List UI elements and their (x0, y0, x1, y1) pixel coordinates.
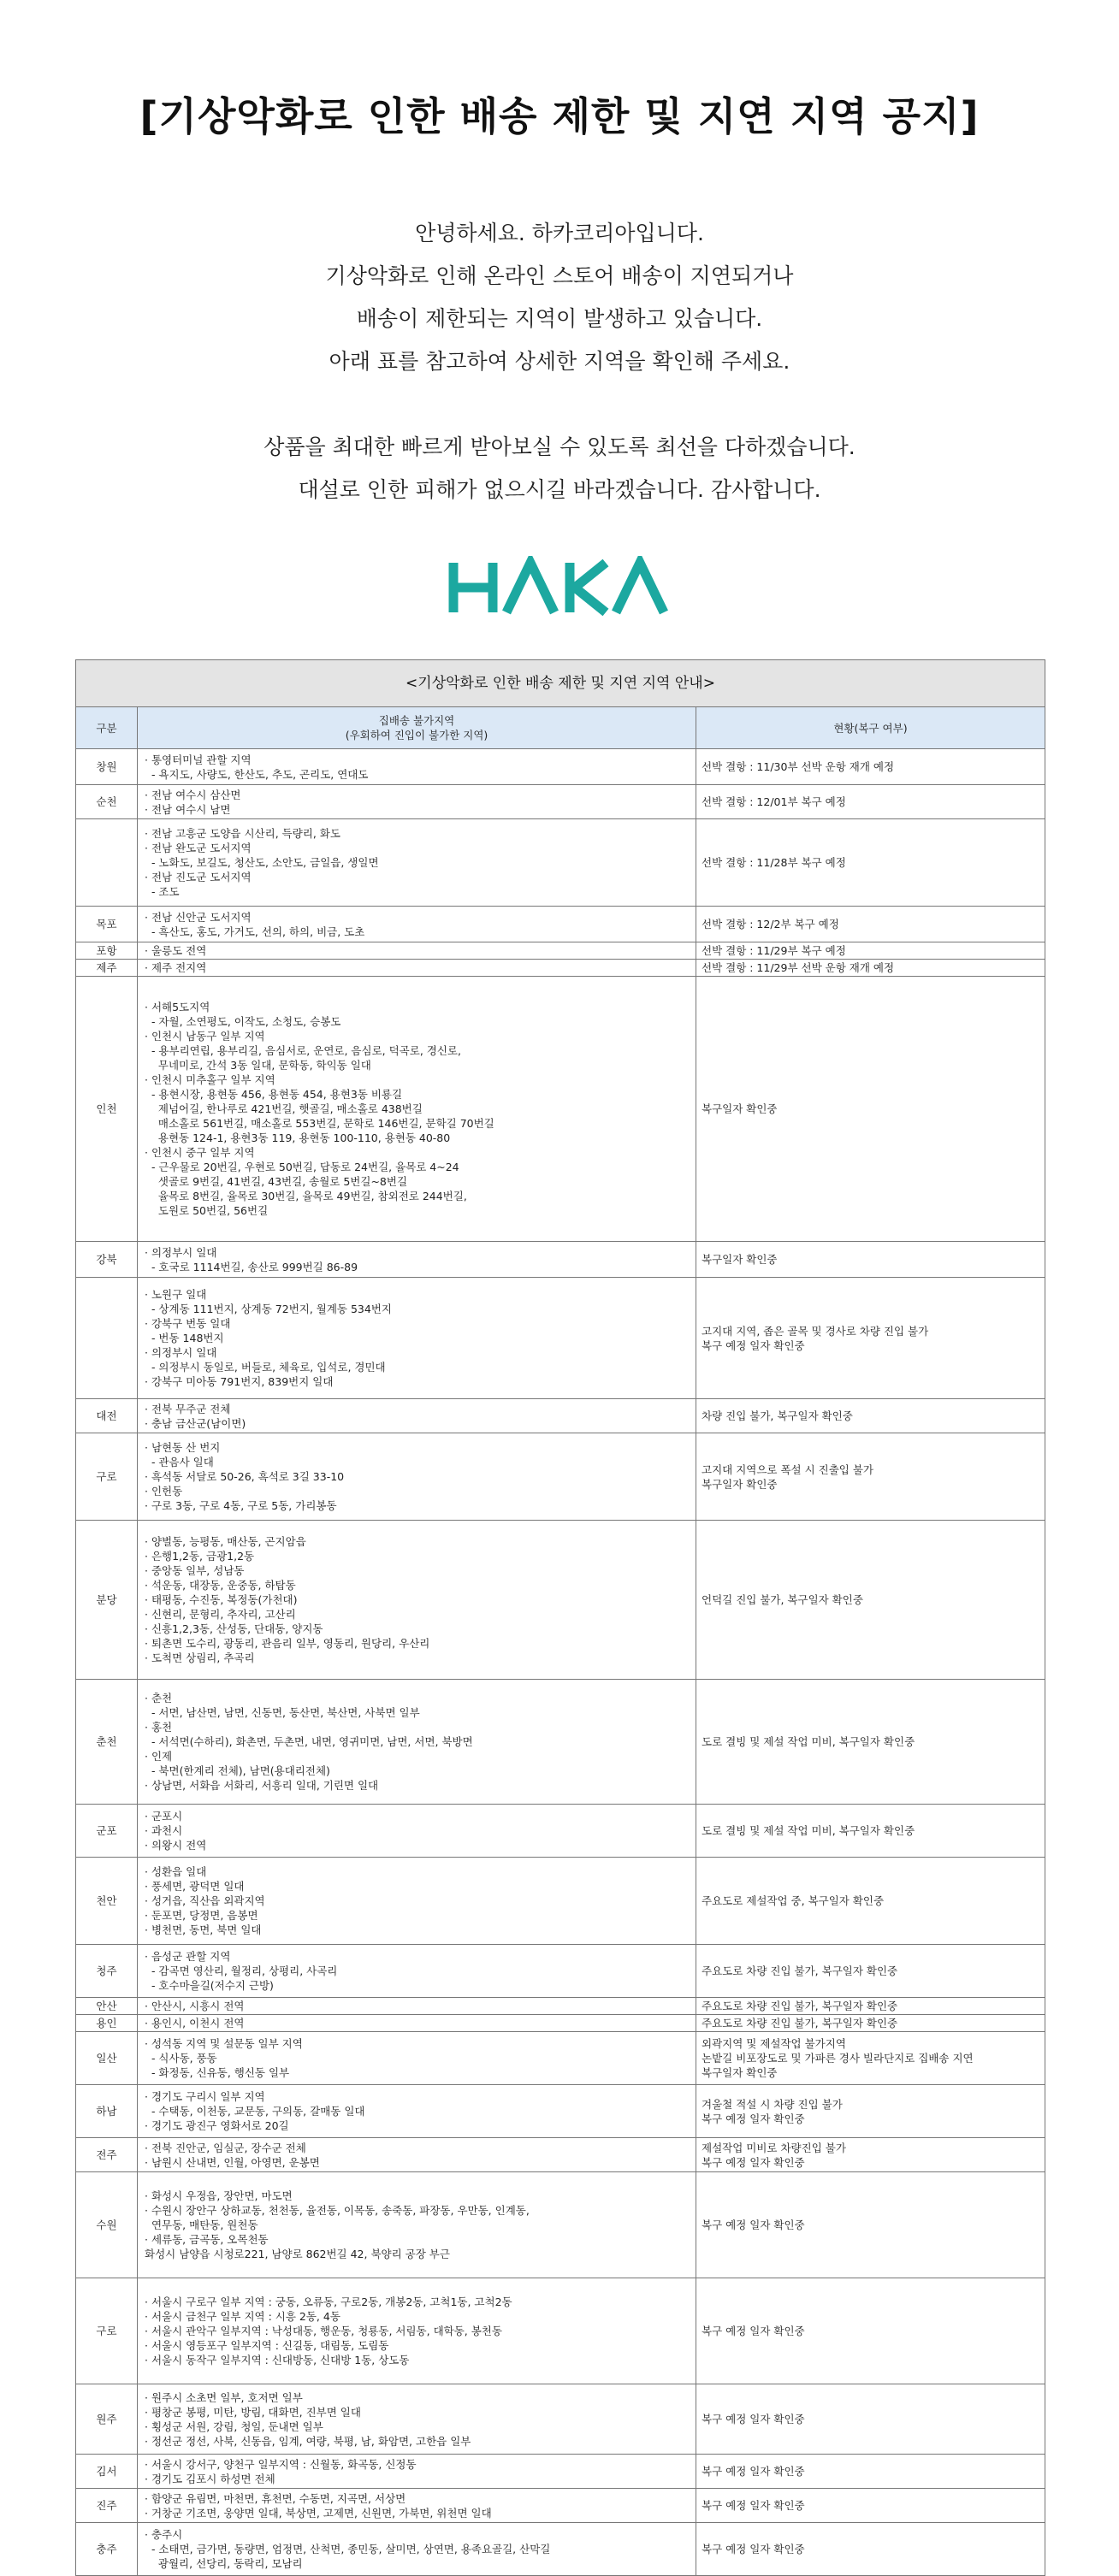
areas-cell (138, 942, 696, 960)
region-cell: 제주 (76, 960, 138, 977)
column-header-status: 현황(복구 여부) (696, 707, 1045, 749)
table-body (76, 749, 1045, 2576)
area-line: · 경기도 김포시 하성면 전체 (145, 2472, 275, 2485)
table-row (76, 977, 1045, 1242)
status-line: 복구 예정 일자 확인중 (702, 2112, 805, 2125)
area-line: · 은행1,2동, 금광1,2동 (145, 1550, 255, 1563)
areas-cell (138, 2489, 696, 2523)
table-row (76, 2455, 1045, 2489)
status-line: 선박 결항 : 11/28부 복구 예정 (702, 856, 846, 869)
areas-cell (138, 960, 696, 977)
area-line: · 홍천 (145, 1721, 173, 1734)
table-row (76, 1680, 1045, 1805)
area-line: · 전남 여수시 남면 (145, 802, 231, 816)
area-line: · 세류동, 금곡동, 오목천동 (145, 2233, 269, 2246)
areas-cell (138, 1805, 696, 1858)
area-line: · 구로 3동, 구로 4동, 구로 5동, 가리봉동 (145, 1499, 337, 1512)
area-line: · 경기도 광진구 영화서로 20길 (145, 2119, 289, 2132)
area-line: - 관음사 일대 (145, 1456, 214, 1468)
table-row (76, 1278, 1045, 1399)
status-line: 복구 예정 일자 확인중 (702, 2499, 805, 2512)
table-row (76, 2278, 1045, 2384)
area-line: · 풍세면, 광덕면 일대 (145, 1880, 245, 1893)
area-line: - 소태면, 금가면, 동량면, 엄정면, 산척면, 종민동, 살미면, 상연면, 용족요골길, 산막길 (145, 2543, 551, 2555)
table-row (76, 2384, 1045, 2455)
region-cell: 진주 (76, 2489, 138, 2523)
area-line: 용현동 124-1, 용현3동 119, 용현동 100-110, 용현동 40-80 (145, 1131, 451, 1144)
table-row (76, 1399, 1045, 1433)
area-line: · 인천시 중구 일부 지역 (145, 1146, 255, 1159)
area-line: 샛골로 9번길, 41번길, 43번길, 송월로 5번길~8번길 (145, 1175, 408, 1188)
status-line: 복구일자 확인중 (702, 1477, 778, 1491)
areas-cell (138, 819, 696, 907)
table-row (76, 1998, 1045, 2015)
region-cell: 천안 (76, 1858, 138, 1945)
area-line: - 서면, 남산면, 남면, 신동면, 동산면, 북산면, 사북면 일부 (145, 1706, 420, 1719)
status-cell (696, 2523, 1045, 2576)
area-line: · 강북구 번동 일대 (145, 1317, 231, 1330)
area-line: · 제주 전지역 (145, 961, 207, 974)
intro-line: 상품을 최대한 빠르게 받아보실 수 있도록 최선을 다하겠습니다. (263, 434, 856, 459)
table-row (76, 960, 1045, 977)
status-line: 복구일자 확인중 (702, 1253, 778, 1266)
areas-cell (138, 1945, 696, 1998)
status-cell (696, 960, 1045, 977)
area-line: · 노원구 일대 (145, 1288, 207, 1301)
status-line: 주요도로 차량 진입 불가, 복구일자 확인중 (702, 2000, 898, 2012)
status-cell (696, 1278, 1045, 1399)
status-line: 주요도로 차량 진입 불가, 복구일자 확인중 (702, 1964, 898, 1977)
region-cell: 포항 (76, 942, 138, 960)
area-line: - 자월, 소연평도, 이작도, 소청도, 승봉도 (145, 1015, 341, 1028)
region-cell: 목포 (76, 907, 138, 942)
status-cell (696, 1242, 1045, 1278)
area-line: · 전남 여수시 삼산면 (145, 788, 241, 801)
table-row (76, 2172, 1045, 2278)
area-line: · 음성군 관할 지역 (145, 1950, 231, 1963)
region-cell: 구로 (76, 1433, 138, 1521)
table-row (76, 785, 1045, 819)
region-cell: 강북 (76, 1242, 138, 1278)
region-cell: 청주 (76, 1945, 138, 1998)
status-cell (696, 1858, 1045, 1945)
area-line: · 화성시 우정읍, 장안면, 마도면 (145, 2189, 293, 2202)
areas-cell (138, 907, 696, 942)
status-line: 논밭길 비포장도로 및 가파른 경사 빌라단지로 집배송 지연 (702, 2052, 974, 2065)
area-line: - 북면(한계리 전체), 남면(용대리전체) (145, 1764, 330, 1777)
area-line: - 상계동 111번지, 상계동 72번지, 월계동 534번지 (145, 1303, 392, 1315)
areas-cell (138, 1433, 696, 1521)
area-line: - 서석면(수하리), 화촌면, 두촌면, 내면, 영귀미면, 남면, 서면, 북방면 (145, 1735, 473, 1748)
area-line: · 성환읍 일대 (145, 1865, 207, 1878)
status-cell (696, 819, 1045, 907)
region-cell: 안산 (76, 1998, 138, 2015)
status-line: 주요도로 제설작업 중, 복구일자 확인중 (702, 1894, 885, 1907)
status-line: 복구 예정 일자 확인중 (702, 2543, 805, 2555)
status-line: 겨울철 적설 시 차량 진입 불가 (702, 2097, 843, 2111)
status-cell (696, 1998, 1045, 2015)
area-line: · 전북 진안군, 임실군, 장수군 전체 (145, 2141, 306, 2154)
status-cell (696, 1399, 1045, 1433)
intro-line: 기상악화로 인해 온라인 스토어 배송이 지연되거나 (325, 263, 794, 288)
status-cell (696, 785, 1045, 819)
area-line: · 서울시 관악구 일부지역 : 낙성대동, 행운동, 청룡동, 서림동, 대학동, 봉천동 (145, 2325, 502, 2337)
status-cell (696, 2278, 1045, 2384)
table-row (76, 1945, 1045, 1998)
area-line: · 서울시 영등포구 일부지역 : 신길동, 대림동, 도림동 (145, 2339, 389, 2352)
area-line: 광월리, 선당리, 동락리, 모남리 (145, 2557, 303, 2570)
areas-cell (138, 977, 696, 1242)
status-line: 고지대 지역, 좁은 골목 및 경사로 차량 진입 불가 (702, 1324, 929, 1338)
area-line: · 퇴촌면 도수리, 광동리, 관음리 일부, 영동리, 원당리, 우산리 (145, 1637, 430, 1650)
area-line: · 둔포면, 당정면, 음봉면 (145, 1909, 258, 1922)
area-line: · 충주시 (145, 2528, 183, 2541)
status-cell (696, 1433, 1045, 1521)
region-cell: 군포 (76, 1805, 138, 1858)
table-row (76, 749, 1045, 785)
area-line: - 용현시장, 용현동 456, 용현동 454, 용현3동 비룡길 (145, 1088, 403, 1101)
area-line: · 통영터미널 관할 지역 (145, 753, 252, 766)
area-line: · 남현동 산 번지 (145, 1441, 221, 1454)
area-line: · 중앙동 일부, 성남동 (145, 1564, 245, 1577)
areas-cell (138, 785, 696, 819)
table-row (76, 1242, 1045, 1278)
column-header-region: 구분 (76, 707, 138, 749)
delivery-restriction-table (75, 659, 1045, 2576)
area-line: - 근우물로 20번길, 우현로 50번길, 답동로 24번길, 율목로 4~24 (145, 1161, 459, 1173)
region-cell: 전주 (76, 2138, 138, 2172)
region-cell: 용인 (76, 2015, 138, 2032)
area-line: · 도척면 상림리, 추곡리 (145, 1651, 255, 1664)
area-line: · 인제 (145, 1750, 173, 1763)
table-row (76, 2489, 1045, 2523)
table-row (76, 2085, 1045, 2138)
region-cell (76, 1278, 138, 1399)
area-line: · 거창군 기조면, 웅양면 일대, 북상면, 고제면, 신원면, 가북면, 위천면 일대 (145, 2506, 492, 2520)
area-line: - 조도 (145, 885, 180, 898)
area-line: - 수택동, 이천동, 교문동, 구의동, 갈매동 일대 (145, 2105, 365, 2118)
region-cell: 대전 (76, 1399, 138, 1433)
intro-line: 대설로 인한 피해가 없으시길 바라겠습니다. 감사합니다. (298, 477, 821, 502)
region-cell: 구로 (76, 2278, 138, 2384)
haka-logo (448, 556, 671, 617)
area-line: - 노화도, 보길도, 청산도, 소안도, 금일읍, 생일면 (145, 856, 379, 869)
area-line: - 식사동, 풍동 (145, 2052, 217, 2065)
area-line: - 번동 148번지 (145, 1332, 224, 1344)
areas-cell (138, 2172, 696, 2278)
table-row (76, 2032, 1045, 2085)
area-line: 도원로 50번길, 56번길 (145, 1204, 269, 1217)
area-line: · 수원시 장안구 상하교동, 천천동, 율전동, 이목동, 송죽동, 파장동, 우만동, 인계동, (145, 2204, 530, 2217)
area-line: · 횡성군 서원, 강림, 청일, 둔내면 일부 (145, 2419, 323, 2433)
status-line: 외곽지역 및 제설작업 불가지역 (702, 2037, 846, 2050)
area-line: · 신현리, 문형리, 추자리, 고산리 (145, 1608, 296, 1621)
region-cell: 인천 (76, 977, 138, 1242)
status-line: 복구 예정 일자 확인중 (702, 1338, 805, 1352)
region-cell: 원주 (76, 2384, 138, 2455)
status-line: 복구일자 확인중 (702, 2066, 778, 2079)
status-line: 복구 예정 일자 확인중 (702, 2413, 805, 2425)
area-line: · 석운동, 대장동, 운중동, 하탑동 (145, 1579, 296, 1592)
area-line: · 인헌동 (145, 1485, 183, 1498)
status-line: 언덕길 진입 불가, 복구일자 확인중 (702, 1593, 863, 1606)
area-line: · 의왕시 전역 (145, 1839, 207, 1852)
status-cell (696, 977, 1045, 1242)
area-line: · 의정부시 일대 (145, 1245, 217, 1259)
area-line: · 전남 진도군 도서지역 (145, 871, 252, 883)
area-line: · 정선군 정선, 사북, 신동읍, 임계, 여량, 북평, 남, 화암면, 고한읍 일부 (145, 2434, 471, 2448)
area-line: - 욕지도, 사량도, 한산도, 추도, 곤리도, 연대도 (145, 767, 369, 781)
areas-cell (138, 2032, 696, 2085)
area-line: · 안산시, 시흥시 전역 (145, 2000, 245, 2012)
column-header-areas (138, 707, 696, 749)
status-line: 선박 결항 : 12/2부 복구 예정 (702, 918, 839, 931)
area-line: · 용인시, 이천시 전역 (145, 2017, 245, 2029)
intro-line: 배송이 제한되는 지역이 발생하고 있습니다. (356, 306, 763, 331)
status-line: 주요도로 차량 진입 불가, 복구일자 확인중 (702, 2017, 898, 2029)
status-line: 복구 예정 일자 확인중 (702, 2465, 805, 2478)
region-cell: 수원 (76, 2172, 138, 2278)
intro-text (0, 212, 1119, 511)
table-caption: <기상악화로 인한 배송 제한 및 지연 지역 안내> (76, 660, 1045, 707)
region-cell: 창원 (76, 749, 138, 785)
table-row (76, 2015, 1045, 2032)
area-line: · 서울시 구로구 일부 지역 : 궁동, 오류동, 구로2동, 개봉2동, 고척1동, 고척2동 (145, 2295, 512, 2308)
column-header-areas-title: 집배송 불가지역 (378, 714, 455, 727)
areas-cell (138, 2138, 696, 2172)
areas-cell (138, 2384, 696, 2455)
status-cell (696, 2138, 1045, 2172)
region-cell: 하남 (76, 2085, 138, 2138)
area-line: - 의정부시 동일로, 버들로, 체육로, 입석로, 경민대 (145, 1361, 386, 1374)
status-line: 차량 진입 불가, 복구일자 확인중 (702, 1409, 853, 1422)
region-cell: 충주 (76, 2523, 138, 2576)
area-line: · 군포시 (145, 1810, 183, 1823)
area-line: · 전북 무주군 전체 (145, 1402, 231, 1415)
status-cell (696, 2085, 1045, 2138)
area-line: - 용부리연립, 용부리길, 음심서로, 운연로, 음심로, 덕곡로, 경신로, (145, 1044, 461, 1057)
table-row (76, 819, 1045, 907)
status-cell (696, 749, 1045, 785)
area-line: · 울릉도 전역 (145, 944, 207, 957)
areas-cell (138, 1242, 696, 1278)
area-line: · 전남 완도군 도서지역 (145, 842, 252, 854)
areas-cell (138, 1998, 696, 2015)
status-cell (696, 2015, 1045, 2032)
area-line: · 과천시 (145, 1824, 183, 1837)
column-header-areas-subtitle: (우회하여 진입이 불가한 지역) (345, 729, 488, 741)
areas-cell (138, 2015, 696, 2032)
intro-line: 아래 표를 참고하여 상세한 지역을 확인해 주세요. (329, 349, 790, 374)
status-line: 고지대 지역으로 폭설 시 진출입 불가 (702, 1462, 873, 1476)
area-line: · 서해5도지역 (145, 1001, 210, 1013)
areas-cell (138, 2278, 696, 2384)
region-cell: 김서 (76, 2455, 138, 2489)
area-line: · 남원시 산내면, 인월, 아영면, 운봉면 (145, 2155, 320, 2169)
area-line: · 춘천 (145, 1692, 173, 1705)
status-line: 복구 예정 일자 확인중 (702, 2325, 805, 2337)
area-line: · 성거읍, 직산읍 외곽지역 (145, 1894, 265, 1907)
status-line: 선박 결항 : 11/29부 복구 예정 (702, 944, 846, 957)
region-cell: 춘천 (76, 1680, 138, 1805)
status-line: 선박 결항 : 11/29부 선박 운항 재개 예정 (702, 961, 895, 974)
table-row (76, 942, 1045, 960)
area-line: · 흑석동 서달로 50-26, 흑석로 3길 33-10 (145, 1470, 345, 1483)
status-line: 제설작업 미비로 차량진입 불가 (702, 2141, 846, 2154)
status-cell (696, 1945, 1045, 1998)
status-cell (696, 2172, 1045, 2278)
table-row (76, 1858, 1045, 1945)
area-line: 연무동, 매탄동, 원천동 (145, 2219, 258, 2231)
areas-cell (138, 1278, 696, 1399)
area-line: · 함양군 유림면, 마천면, 휴천면, 수동면, 지곡면, 서상면 (145, 2491, 406, 2505)
area-line: · 신흥1,2,3동, 산성동, 단대동, 양지동 (145, 1622, 323, 1635)
areas-cell (138, 1399, 696, 1433)
table-row (76, 2523, 1045, 2576)
status-line: 복구 예정 일자 확인중 (702, 2155, 805, 2169)
status-cell (696, 1521, 1045, 1680)
areas-cell (138, 2455, 696, 2489)
region-cell: 분당 (76, 1521, 138, 1680)
area-line: 화성시 남양읍 시청로221, 남양로 862번길 42, 북양리 공장 부근 (145, 2248, 450, 2260)
area-line: · 양벌동, 능평동, 매산동, 곤지암읍 (145, 1535, 306, 1548)
area-line: · 서울시 금천구 일부 지역 : 시흥 2동, 4동 (145, 2310, 340, 2323)
areas-cell (138, 1680, 696, 1805)
status-line: 복구 예정 일자 확인중 (702, 2219, 805, 2231)
page-title: [기상악화로 인한 배송 제한 및 지연 지역 공지] (139, 93, 980, 139)
area-line: · 원주시 소초면 일부, 호저면 일부 (145, 2390, 303, 2404)
area-line: - 흑산도, 홍도, 가거도, 선의, 하의, 비금, 도초 (145, 925, 365, 938)
area-line: · 인천시 남동구 일부 지역 (145, 1030, 265, 1043)
status-line: 복구일자 확인중 (702, 1102, 778, 1115)
region-cell: 순천 (76, 785, 138, 819)
status-cell (696, 2032, 1045, 2085)
status-cell (696, 907, 1045, 942)
area-line: 율목로 8번길, 율목로 30번길, 율목로 49번길, 참외전로 244번길, (145, 1190, 467, 1202)
area-line: · 서울시 동작구 일부지역 : 신대방동, 신대방 1동, 상도동 (145, 2354, 410, 2366)
status-cell (696, 942, 1045, 960)
region-cell: 일산 (76, 2032, 138, 2085)
area-line: · 태평동, 수진동, 복정동(가천대) (145, 1593, 298, 1606)
status-line: 도로 결빙 및 제설 작업 미비, 복구일자 확인중 (702, 1824, 915, 1837)
area-line: · 병천면, 동면, 북면 일대 (145, 1923, 262, 1936)
area-line: · 상남면, 서화읍 서화리, 서흥리 일대, 기린면 일대 (145, 1779, 379, 1792)
table-row (76, 907, 1045, 942)
area-line: - 화정동, 신유동, 행신동 일부 (145, 2066, 290, 2079)
status-line: 선박 결항 : 12/01부 복구 예정 (702, 795, 846, 808)
area-line: · 강북구 미아동 791번지, 839번지 일대 (145, 1375, 334, 1388)
area-line: 제넘어길, 한나루로 421번길, 햇골길, 매소홀로 438번길 (145, 1102, 423, 1115)
status-cell (696, 2384, 1045, 2455)
area-line: - 호수마을길(저수지 근방) (145, 1979, 274, 1992)
areas-cell (138, 749, 696, 785)
areas-cell (138, 1521, 696, 1680)
area-line: · 서울시 강서구, 양천구 일부지역 : 신월동, 화곡동, 신정동 (145, 2457, 417, 2471)
region-cell (76, 819, 138, 907)
area-line: · 경기도 구리시 일부 지역 (145, 2090, 265, 2103)
area-line: 매소홀로 561번길, 매소홀로 553번길, 문학로 146번길, 문학길 70번길 (145, 1117, 494, 1130)
area-line: 무네미로, 간석 3동 일대, 문학동, 학익동 일대 (145, 1059, 371, 1072)
area-line: · 인천시 미추홀구 일부 지역 (145, 1073, 275, 1086)
table-row (76, 1433, 1045, 1521)
area-line: · 의정부시 일대 (145, 1346, 217, 1359)
areas-cell (138, 2085, 696, 2138)
area-line: - 호국로 1114번길, 송산로 999번길 86-89 (145, 1260, 358, 1273)
intro-line: 안녕하세요. 하카코리아입니다. (415, 221, 704, 245)
area-line: · 전남 고흥군 도양읍 시산리, 득량리, 화도 (145, 827, 340, 840)
table-row (76, 1521, 1045, 1680)
area-line: · 전남 신안군 도서지역 (145, 910, 252, 924)
area-line: · 성석동 지역 및 설문동 일부 지역 (145, 2037, 303, 2050)
area-line: · 충남 금산군(남이면) (145, 1416, 246, 1430)
area-line: - 감곡면 영산리, 월정리, 상평리, 사곡리 (145, 1964, 338, 1977)
status-cell (696, 1805, 1045, 1858)
table-row (76, 2138, 1045, 2172)
status-cell (696, 1680, 1045, 1805)
status-cell (696, 2455, 1045, 2489)
areas-cell (138, 1858, 696, 1945)
status-cell (696, 2489, 1045, 2523)
status-line: 선박 결항 : 11/30부 선박 운항 재개 예정 (702, 760, 895, 773)
areas-cell (138, 2523, 696, 2576)
table-row (76, 1805, 1045, 1858)
status-line: 도로 결빙 및 제설 작업 미비, 복구일자 확인중 (702, 1735, 915, 1748)
area-line: · 평창군 봉평, 미탄, 방림, 대화면, 진부면 일대 (145, 2405, 361, 2419)
